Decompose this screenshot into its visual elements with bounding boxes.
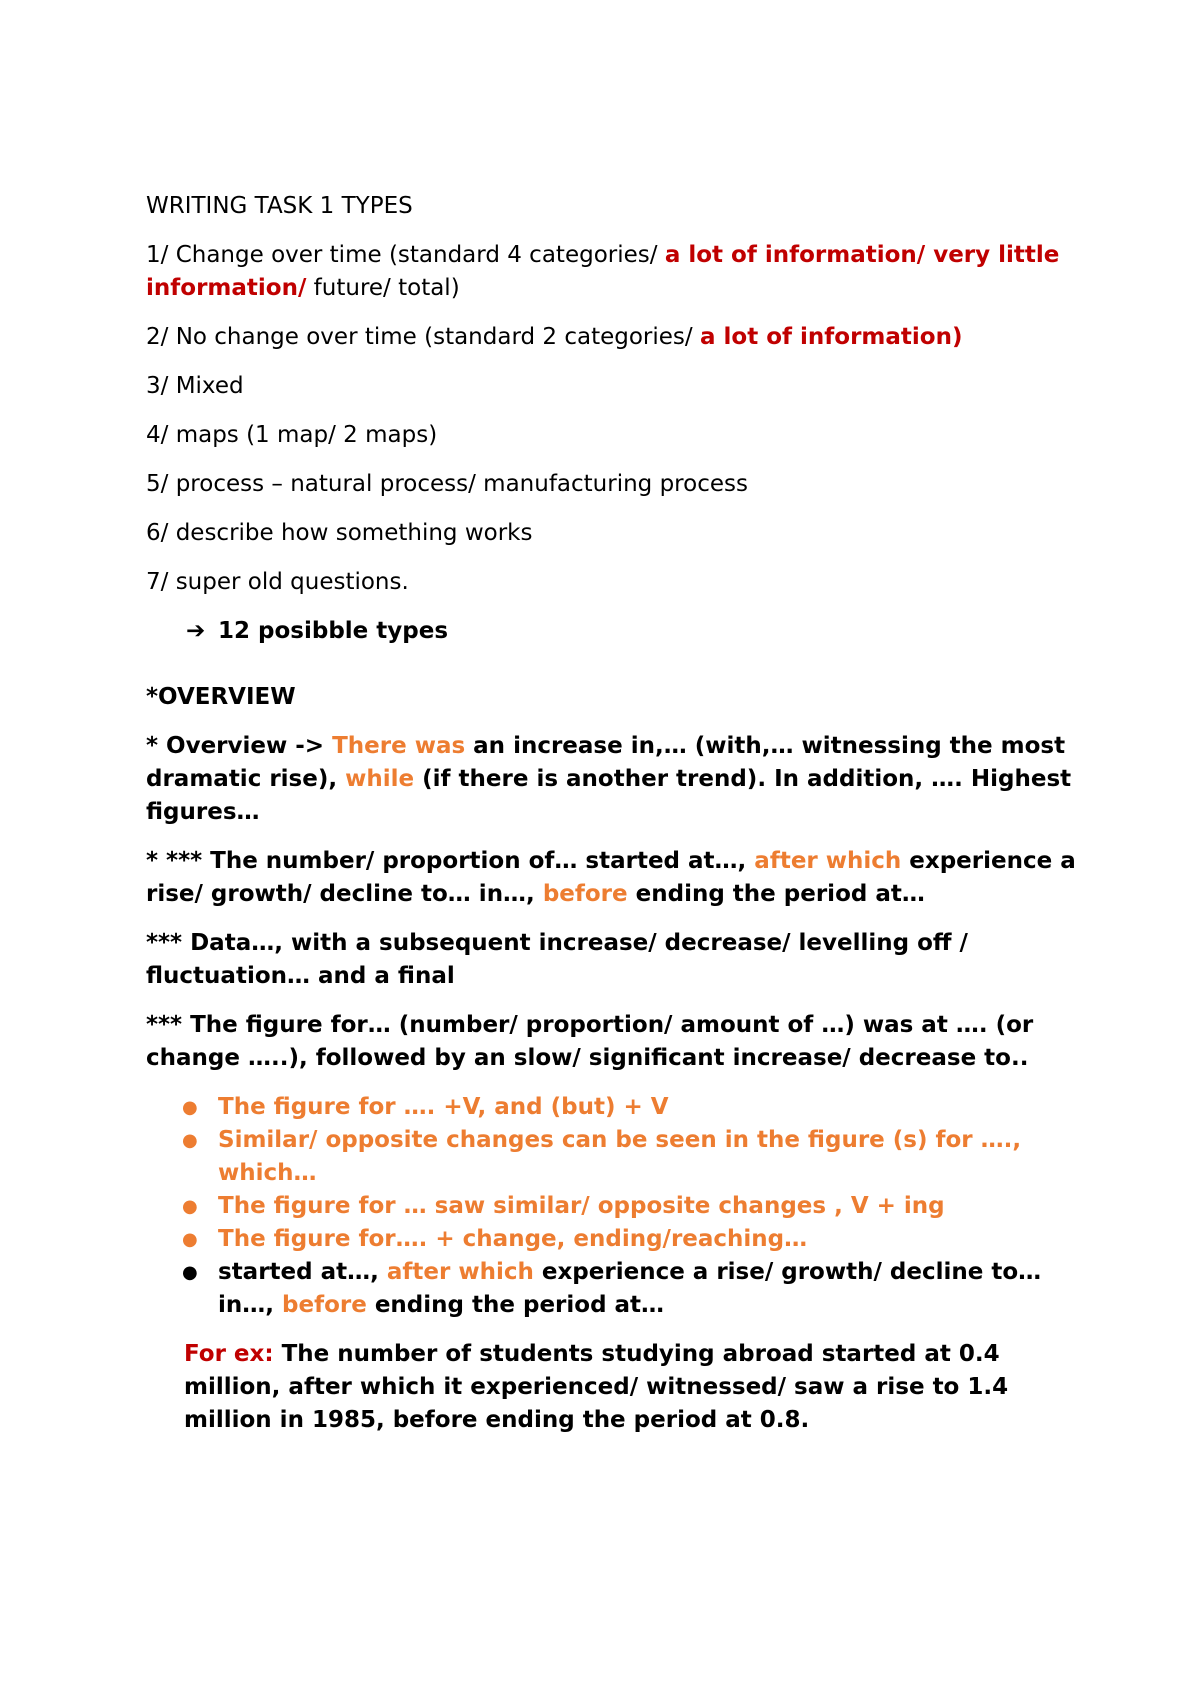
example-paragraph	[146, 1338, 1076, 1437]
type-3: 3/ Mixed	[146, 373, 244, 399]
list-item	[182, 1223, 1076, 1256]
list-item-text: Similar/ opposite changes can be seen in the figure (s) for …., which…	[218, 1127, 1022, 1186]
summary-text: 12 posibble types	[218, 618, 449, 644]
summary-line	[146, 615, 1076, 648]
list-item	[182, 1124, 1076, 1190]
list-item-highlight-1: after which	[386, 1259, 534, 1285]
list-item-text: The figure for … saw similar/ opposite changes , V + ing	[218, 1193, 945, 1219]
list-item-text: The figure for …. +V, and (but) + V	[218, 1094, 669, 1120]
overview-p2-text-2: experience a rise/ growth/ decline to… in…,	[146, 848, 1076, 907]
type-2	[146, 321, 1076, 354]
example-label: For ex:	[184, 1341, 274, 1367]
type-1-highlight: a lot of information/ very little information/	[146, 242, 1060, 301]
bullet-list	[146, 1091, 1076, 1322]
list-item-text: The figure for…. + change, ending/reaching…	[218, 1226, 808, 1252]
type-2-text: 2/ No change over time (standard 2 categories/	[146, 324, 700, 350]
type-1-text: 1/ Change over time (standard 4 categories/	[146, 242, 665, 268]
bullet-icon: ●	[182, 1196, 198, 1217]
list-item-text-3: ending the period at…	[366, 1292, 665, 1318]
bullet-icon: ●	[182, 1097, 198, 1118]
type-1	[146, 239, 1076, 305]
bullet-icon: ●	[182, 1229, 198, 1250]
document-title: WRITING TASK 1 TYPES	[146, 193, 413, 219]
type-7: 7/ super old questions.	[146, 569, 409, 595]
overview-paragraph-2	[146, 845, 1076, 911]
overview-paragraph-1	[146, 730, 1076, 829]
overview-paragraph-3: *** Data…, with a subsequent increase/ decrease/ levelling off / fluctuation… and a final	[146, 930, 968, 989]
overview-p2-text: * *** The number/ proportion of… started at…,	[146, 848, 755, 874]
overview-heading: *OVERVIEW	[146, 684, 296, 710]
overview-p1-text-2: an increase in,… (with,… witnessing the most dramatic rise),	[146, 733, 1066, 792]
overview-p1-highlight-1: There was	[332, 733, 466, 759]
type-1-tail: future/ total)	[306, 275, 460, 301]
overview-p2-highlight-2: before	[542, 881, 628, 907]
overview-p1-text: * Overview ->	[146, 733, 333, 759]
type-4: 4/ maps (1 map/ 2 maps)	[146, 422, 438, 448]
list-item-highlight-2: before	[282, 1292, 367, 1318]
overview-p1-highlight-2: while	[345, 766, 415, 792]
overview-p2-text-3: ending the period at…	[627, 881, 925, 907]
list-item	[182, 1091, 1076, 1124]
list-item-text-2: experience a rise/ growth/ decline to… in…,	[218, 1259, 1042, 1318]
example-text: The number of students studying abroad started at 0.4 million, after which it experienced/ witnessed/ saw a rise to 1.4 million in 1985, before ending the period at 0.8.	[184, 1341, 1009, 1433]
list-item-text: started at…,	[218, 1259, 387, 1285]
overview-p2-highlight-1: after which	[754, 848, 902, 874]
type-5: 5/ process – natural process/ manufacturing process	[146, 471, 748, 497]
overview-paragraph-4: *** The figure for… (number/ proportion/ amount of …) was at …. (or change …..), followed by an slow/ significant increase/ decrease to..	[146, 1012, 1034, 1071]
type-6: 6/ describe how something works	[146, 520, 533, 546]
bullet-icon: ●	[182, 1262, 198, 1283]
overview-p1-text-3: (if there is another trend). In addition, …. Highest figures…	[146, 766, 1072, 825]
type-2-highlight: a lot of information)	[699, 324, 963, 350]
document-page	[146, 190, 1076, 1437]
bullet-icon: ●	[182, 1130, 198, 1151]
list-item	[182, 1190, 1076, 1223]
list-item	[182, 1256, 1076, 1322]
arrow-right-icon: ➔	[186, 618, 206, 644]
